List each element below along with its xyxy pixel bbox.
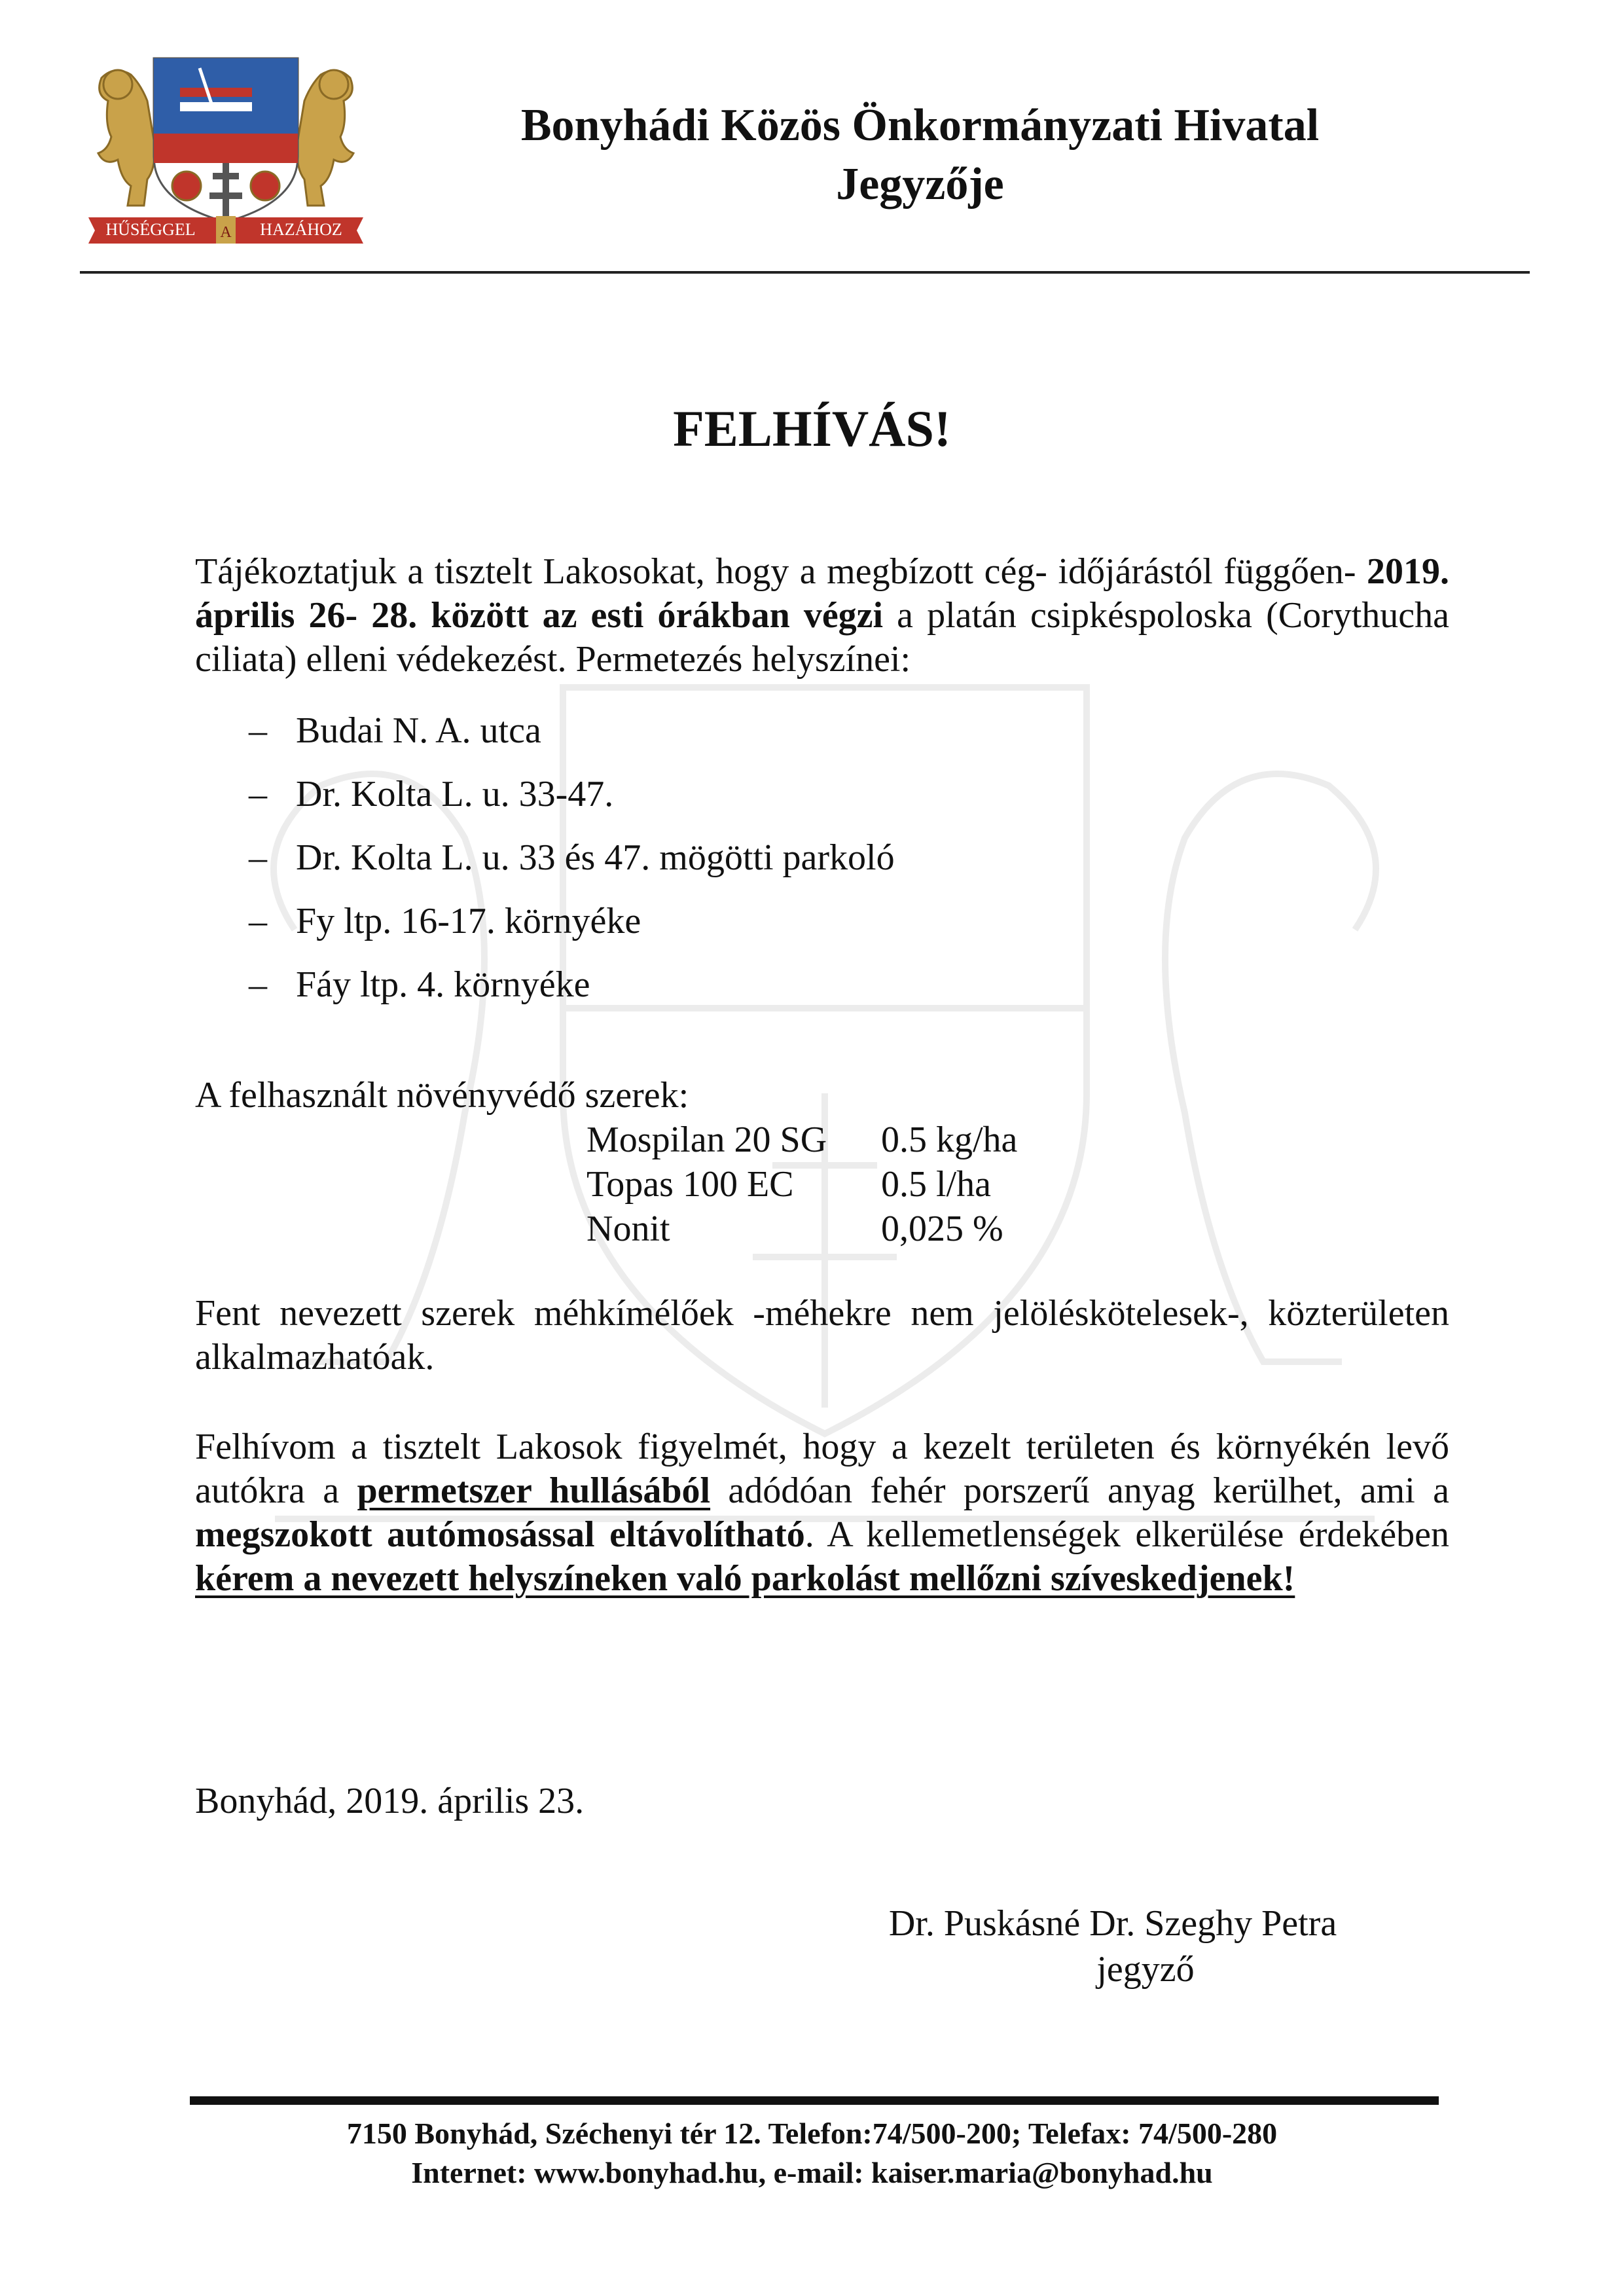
warning-bold-1: megszokott autómosással eltávolítható [195, 1514, 805, 1555]
agent-dose: 0.5 kg/ha [881, 1120, 1018, 1160]
footer-divider [190, 2096, 1439, 2105]
warning-text-2: adódóan fehér porszerű anyag kerülhet, ami a [710, 1470, 1449, 1511]
location-text: Dr. Kolta L. u. 33 és 47. mögötti parkoló [296, 837, 895, 878]
intro-paragraph [195, 550, 1449, 682]
location-text: Fy ltp. 16-17. környéke [296, 901, 641, 941]
warning-text-3: . A kellemetlenségek elkerülése érdekében [804, 1514, 1449, 1555]
office-name: Bonyhádi Közös Önkormányzati Hivatal [520, 100, 1320, 151]
list-marker: – [249, 774, 267, 814]
agent-name: Nonit [586, 1209, 670, 1249]
location-text: Fáy ltp. 4. környéke [296, 964, 590, 1005]
signer-name: Dr. Puskásné Dr. Szeghy Petra [888, 1903, 1337, 1944]
location-text: Dr. Kolta L. u. 33-47. [296, 774, 614, 814]
agent-name: Mospilan 20 SG [586, 1120, 827, 1160]
motto-right: HAZÁHOZ [260, 220, 342, 239]
intro-text-2: a platán csipkéspoloska (Corythucha ciliata) elleni védekezést. Permetezés helyszínei: [195, 595, 1449, 680]
document-date: Bonyhád, 2019. április 23. [195, 1781, 585, 1821]
intro-text-1: Tájékoztatjuk a tisztelt Lakosokat, hogy a megbízott cég- időjárástól függően- [195, 551, 1367, 592]
office-role: Jegyzője [836, 159, 1004, 210]
page-title: FELHÍVÁS! [673, 400, 951, 457]
agent-dose: 0,025 % [881, 1209, 1003, 1249]
header-divider [80, 271, 1530, 274]
agent-dose: 0.5 l/ha [881, 1164, 991, 1205]
agents-label: A felhasznált növényvédő szerek: [195, 1075, 689, 1116]
warning-underlined-1: permetszer hullásából [357, 1470, 711, 1511]
agent-name: Topas 100 EC [586, 1164, 794, 1205]
warning-underlined-2: kérem a nevezett helyszíneken való parkolást mellőzni szíveskedjenek! [195, 1558, 1295, 1599]
footer-contact: Internet: www.bonyhad.hu, e-mail: kaiser.maria@bonyhad.hu [411, 2156, 1213, 2189]
warning-text-1: Felhívom a tisztelt Lakosok figyelmét, hogy a kezelt területen és környékén levő autókra a [195, 1427, 1449, 1511]
signer-role: jegyző [1096, 1949, 1195, 1990]
list-marker: – [249, 901, 267, 941]
motto-mid: A [220, 224, 232, 241]
list-marker: – [249, 710, 267, 751]
bee-notice-paragraph: Fent nevezett szerek méhkímélőek -méhekre nem jelöléskötelesek-, közterületen alkalmazhatóak. [195, 1293, 1449, 1377]
warning-paragraph [195, 1425, 1449, 1601]
location-text: Budai N. A. utca [296, 710, 541, 751]
motto-left: HŰSÉGGEL [105, 220, 196, 239]
list-marker: – [249, 964, 267, 1005]
intro-date-bold: 2019. április 26- 28. között az esti órákban végzi [195, 551, 1449, 636]
footer-address: 7150 Bonyhád, Széchenyi tér 12. Telefon:74/500-200; Telefax: 74/500-280 [346, 2117, 1278, 2150]
list-marker: – [249, 837, 267, 878]
